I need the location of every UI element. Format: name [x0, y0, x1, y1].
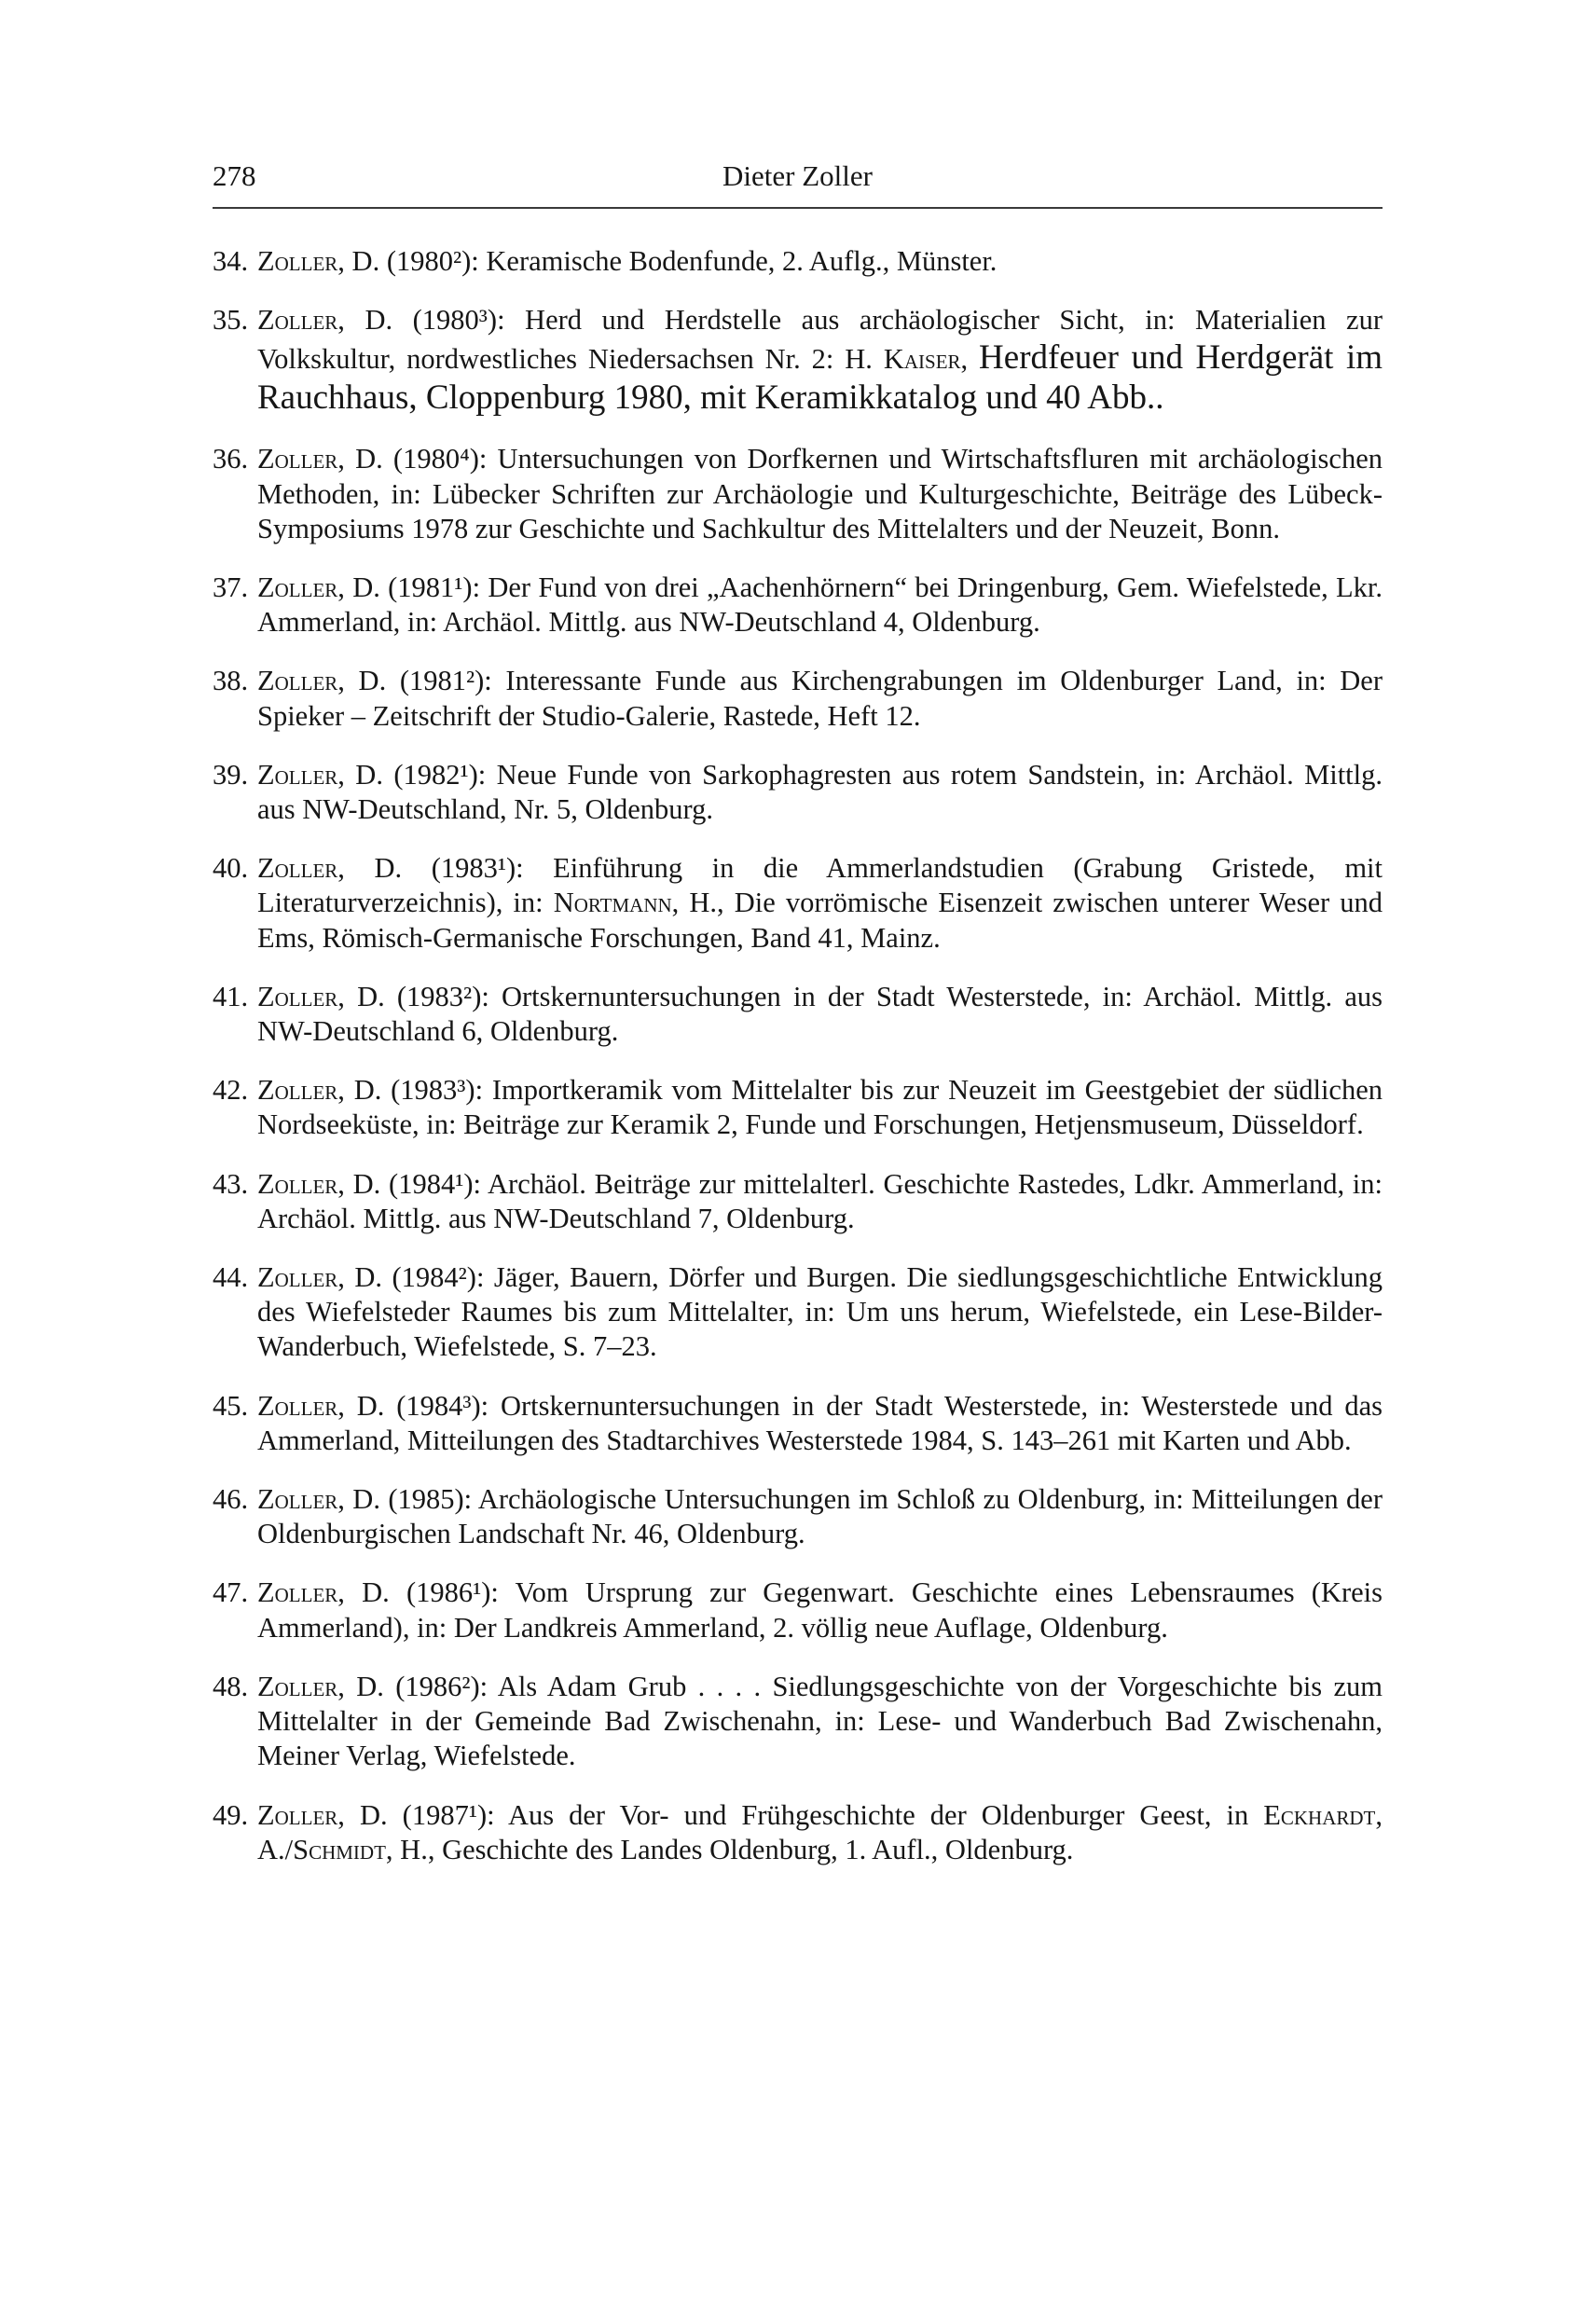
reference-number: 35. [213, 304, 249, 337]
reference-author: Zoller [257, 245, 338, 277]
reference-author: Zoller [257, 980, 338, 1012]
reference-author: Zoller [257, 1483, 338, 1516]
reference-item [213, 1260, 1383, 1365]
reference-author: Zoller [257, 443, 338, 475]
reference-initial: , D. [337, 1798, 403, 1831]
reference-text: (1980²): Keramische Bodenfunde, 2. Auflg., Münster. [386, 245, 998, 277]
reference-number: 40. [213, 852, 249, 885]
reference-initial: , D. [337, 852, 432, 885]
reference-item [213, 1167, 1383, 1236]
reference-item [213, 442, 1383, 546]
reference-number: 46. [213, 1483, 249, 1516]
reference-number: 49. [213, 1798, 249, 1831]
reference-text: , A./ [257, 1798, 1383, 1865]
reference-initial: , D. [337, 1576, 406, 1609]
reference-coauthor: Schmidt [293, 1833, 386, 1865]
reference-author: Zoller [257, 1576, 338, 1609]
reference-text: (1986²): Als Adam Grub . . . . Siedlungsgeschichte von der Vorgeschichte bis zum Mittelalter in der Gemeinde Bad Zwischenahn, in: Lese- und Wanderbuch Bad Zwischenahn, Meiner Verlag, Wiefelstede. [257, 1670, 1383, 1772]
reference-initial: , D. [337, 1261, 392, 1294]
reference-number: 41. [213, 980, 249, 1012]
reference-item [213, 1798, 1383, 1867]
reference-item [213, 244, 1383, 279]
reference-initial: , D. [337, 980, 397, 1012]
reference-initial: , D. [337, 1167, 390, 1200]
reference-number: 42. [213, 1074, 249, 1107]
reference-initial: , D. [337, 1389, 397, 1422]
reference-text: (1986¹): Vom Ursprung zur Gegenwart. Geschichte eines Lebensraumes (Kreis Ammerland), in: Der Landkreis Ammerland, 2. völlig neue Auflage, Oldenburg. [257, 1576, 1383, 1644]
reference-text: (1985): Archäologische Untersuchungen im Schloß zu Oldenburg, in: Mitteilungen der Oldenburgischen Landschaft Nr. 46, Oldenburg. [257, 1483, 1383, 1550]
reference-item [213, 303, 1383, 418]
reference-author: Zoller [257, 571, 338, 604]
reference-item [213, 1073, 1383, 1142]
reference-number: 34. [213, 245, 249, 277]
reference-text: (1987¹): Aus der Vor- und Frühgeschichte der Oldenburger Geest, in [402, 1798, 1264, 1831]
reference-author: Zoller [257, 665, 338, 697]
reference-number: 45. [213, 1389, 249, 1422]
reference-text: , H., Die vorrömische Eisenzeit zwischen unterer Weser und Ems, Römisch-Germanische Forschungen, Band 41, Mainz. [257, 887, 1383, 954]
reference-text: (1980⁴): Untersuchungen von Dorfkernen und Wirtschaftsfluren mit archäologischen Methoden, in: Lübecker Schriften zur Archäologie und Kulturgeschichte, Beiträge des Lübeck-Symposiums 1978 zur Geschichte und Sachkultur des Mittelalters und der Neuzeit, Bonn. [257, 443, 1383, 544]
reference-number: 37. [213, 571, 249, 604]
reference-coauthor: Nortmann [553, 887, 672, 919]
reference-author: Zoller [257, 852, 338, 885]
reference-author: Zoller [257, 1261, 338, 1294]
reference-initial: , D. [337, 443, 393, 475]
reference-item [213, 664, 1383, 733]
reference-item [213, 1670, 1383, 1774]
reference-text: (1983³): Importkeramik vom Mittelalter bis zur Neuzeit im Geestgebiet der südlichen Nordseeküste, in: Beiträge zur Keramik 2, Funde und Forschungen, Hetjensmuseum, Düsseldorf. [257, 1074, 1383, 1141]
reference-number: 47. [213, 1576, 249, 1609]
reference-item [213, 980, 1383, 1049]
reference-item [213, 1482, 1383, 1551]
reference-author: Zoller [257, 1389, 338, 1422]
reference-text: (1984¹): Archäol. Beiträge zur mittelalterl. Geschichte Rastedes, Ldkr. Ammerland, in: Archäol. Mittlg. aus NW-Deutschland 7, Oldenburg. [257, 1167, 1383, 1234]
reference-list [213, 244, 1383, 1892]
reference-text: (1981²): Interessante Funde aus Kirchengrabungen im Oldenburger Land, in: Der Spieker – Zeitschrift der Studio-Galerie, Rastede, Heft 12. [257, 665, 1383, 732]
reference-item [213, 1576, 1383, 1645]
reference-text: , [960, 343, 980, 376]
page-header [213, 160, 1383, 209]
reference-item [213, 571, 1383, 640]
reference-text: , H., Geschichte des Landes Oldenburg, 1. Aufl., Oldenburg. [385, 1833, 1074, 1865]
reference-text: (1984³): Ortskernuntersuchungen in der Stadt Westerstede, in: Westerstede und das Ammerland, Mitteilungen des Stadtarchives Westerstede 1984, S. 143–261 mit Karten und Abb. [257, 1389, 1383, 1456]
reference-number: 48. [213, 1670, 249, 1702]
reference-item [213, 758, 1383, 827]
reference-text: (1980³): Herd und Herdstelle aus archäologischer Sicht, in: Materialien zur Volkskultur, nordwestliches Niedersachsen Nr. 2: H. [257, 304, 1383, 376]
page-number: 278 [213, 159, 256, 192]
reference-coauthor: Eckhardt [1263, 1798, 1376, 1831]
reference-author: Zoller [257, 1074, 338, 1107]
reference-text: (1981¹): Der Fund von drei „Aachenhörnern“ bei Dringenburg, Gem. Wiefelstede, Lkr. Ammerland, in: Archäol. Mittlg. aus NW-Deutschland 4, Oldenburg. [257, 571, 1383, 639]
reference-text-large: Herdfeuer und Herdgerät im Rauchhaus, Cloppenburg 1980, mit Keramikkatalog und 40 Abb.. [257, 338, 1383, 418]
running-head: Dieter Zoller [722, 159, 873, 192]
reference-item [213, 851, 1383, 956]
reference-initial: , D. [337, 1670, 396, 1702]
reference-text: (1983¹): Einführung in die Ammerlandstudien (Grabung Gristede, mit Literaturverzeichnis), in: [257, 852, 1383, 919]
reference-author: Zoller [257, 1167, 338, 1200]
reference-initial: , D. [337, 665, 400, 697]
reference-initial: , D. [337, 304, 413, 337]
reference-initial: , D. [337, 571, 389, 604]
reference-item [213, 1389, 1383, 1458]
reference-initial: , D. [337, 758, 394, 791]
reference-number: 36. [213, 443, 249, 475]
reference-number: 38. [213, 665, 249, 697]
reference-author: Zoller [257, 1798, 338, 1831]
reference-number: 44. [213, 1261, 249, 1294]
reference-coauthor: Kaiser [883, 343, 961, 376]
reference-text: (1983²): Ortskernuntersuchungen in der Stadt Westerstede, in: Archäol. Mittlg. aus NW-Deutschland 6, Oldenburg. [257, 980, 1383, 1048]
reference-author: Zoller [257, 758, 338, 791]
reference-initial: , D. [337, 1483, 389, 1516]
reference-author: Zoller [257, 304, 338, 337]
reference-text: (1984²): Jäger, Bauern, Dörfer und Burgen. Die siedlungsgeschichtliche Entwicklung des Wiefelsteder Raumes bis zum Mittelalter, in: Um uns herum, Wiefelstede, ein Lese-Bilder-Wanderbuch, Wiefelstede, S. 7–23. [257, 1261, 1383, 1363]
reference-number: 43. [213, 1167, 249, 1200]
reference-text: (1982¹): Neue Funde von Sarkophagresten aus rotem Sandstein, in: Archäol. Mittlg. aus NW-Deutschland, Nr. 5, Oldenburg. [257, 758, 1383, 826]
reference-author: Zoller [257, 1670, 338, 1702]
reference-initial: , D. [337, 1074, 392, 1107]
reference-initial: , D. [337, 245, 387, 277]
reference-number: 39. [213, 758, 249, 791]
